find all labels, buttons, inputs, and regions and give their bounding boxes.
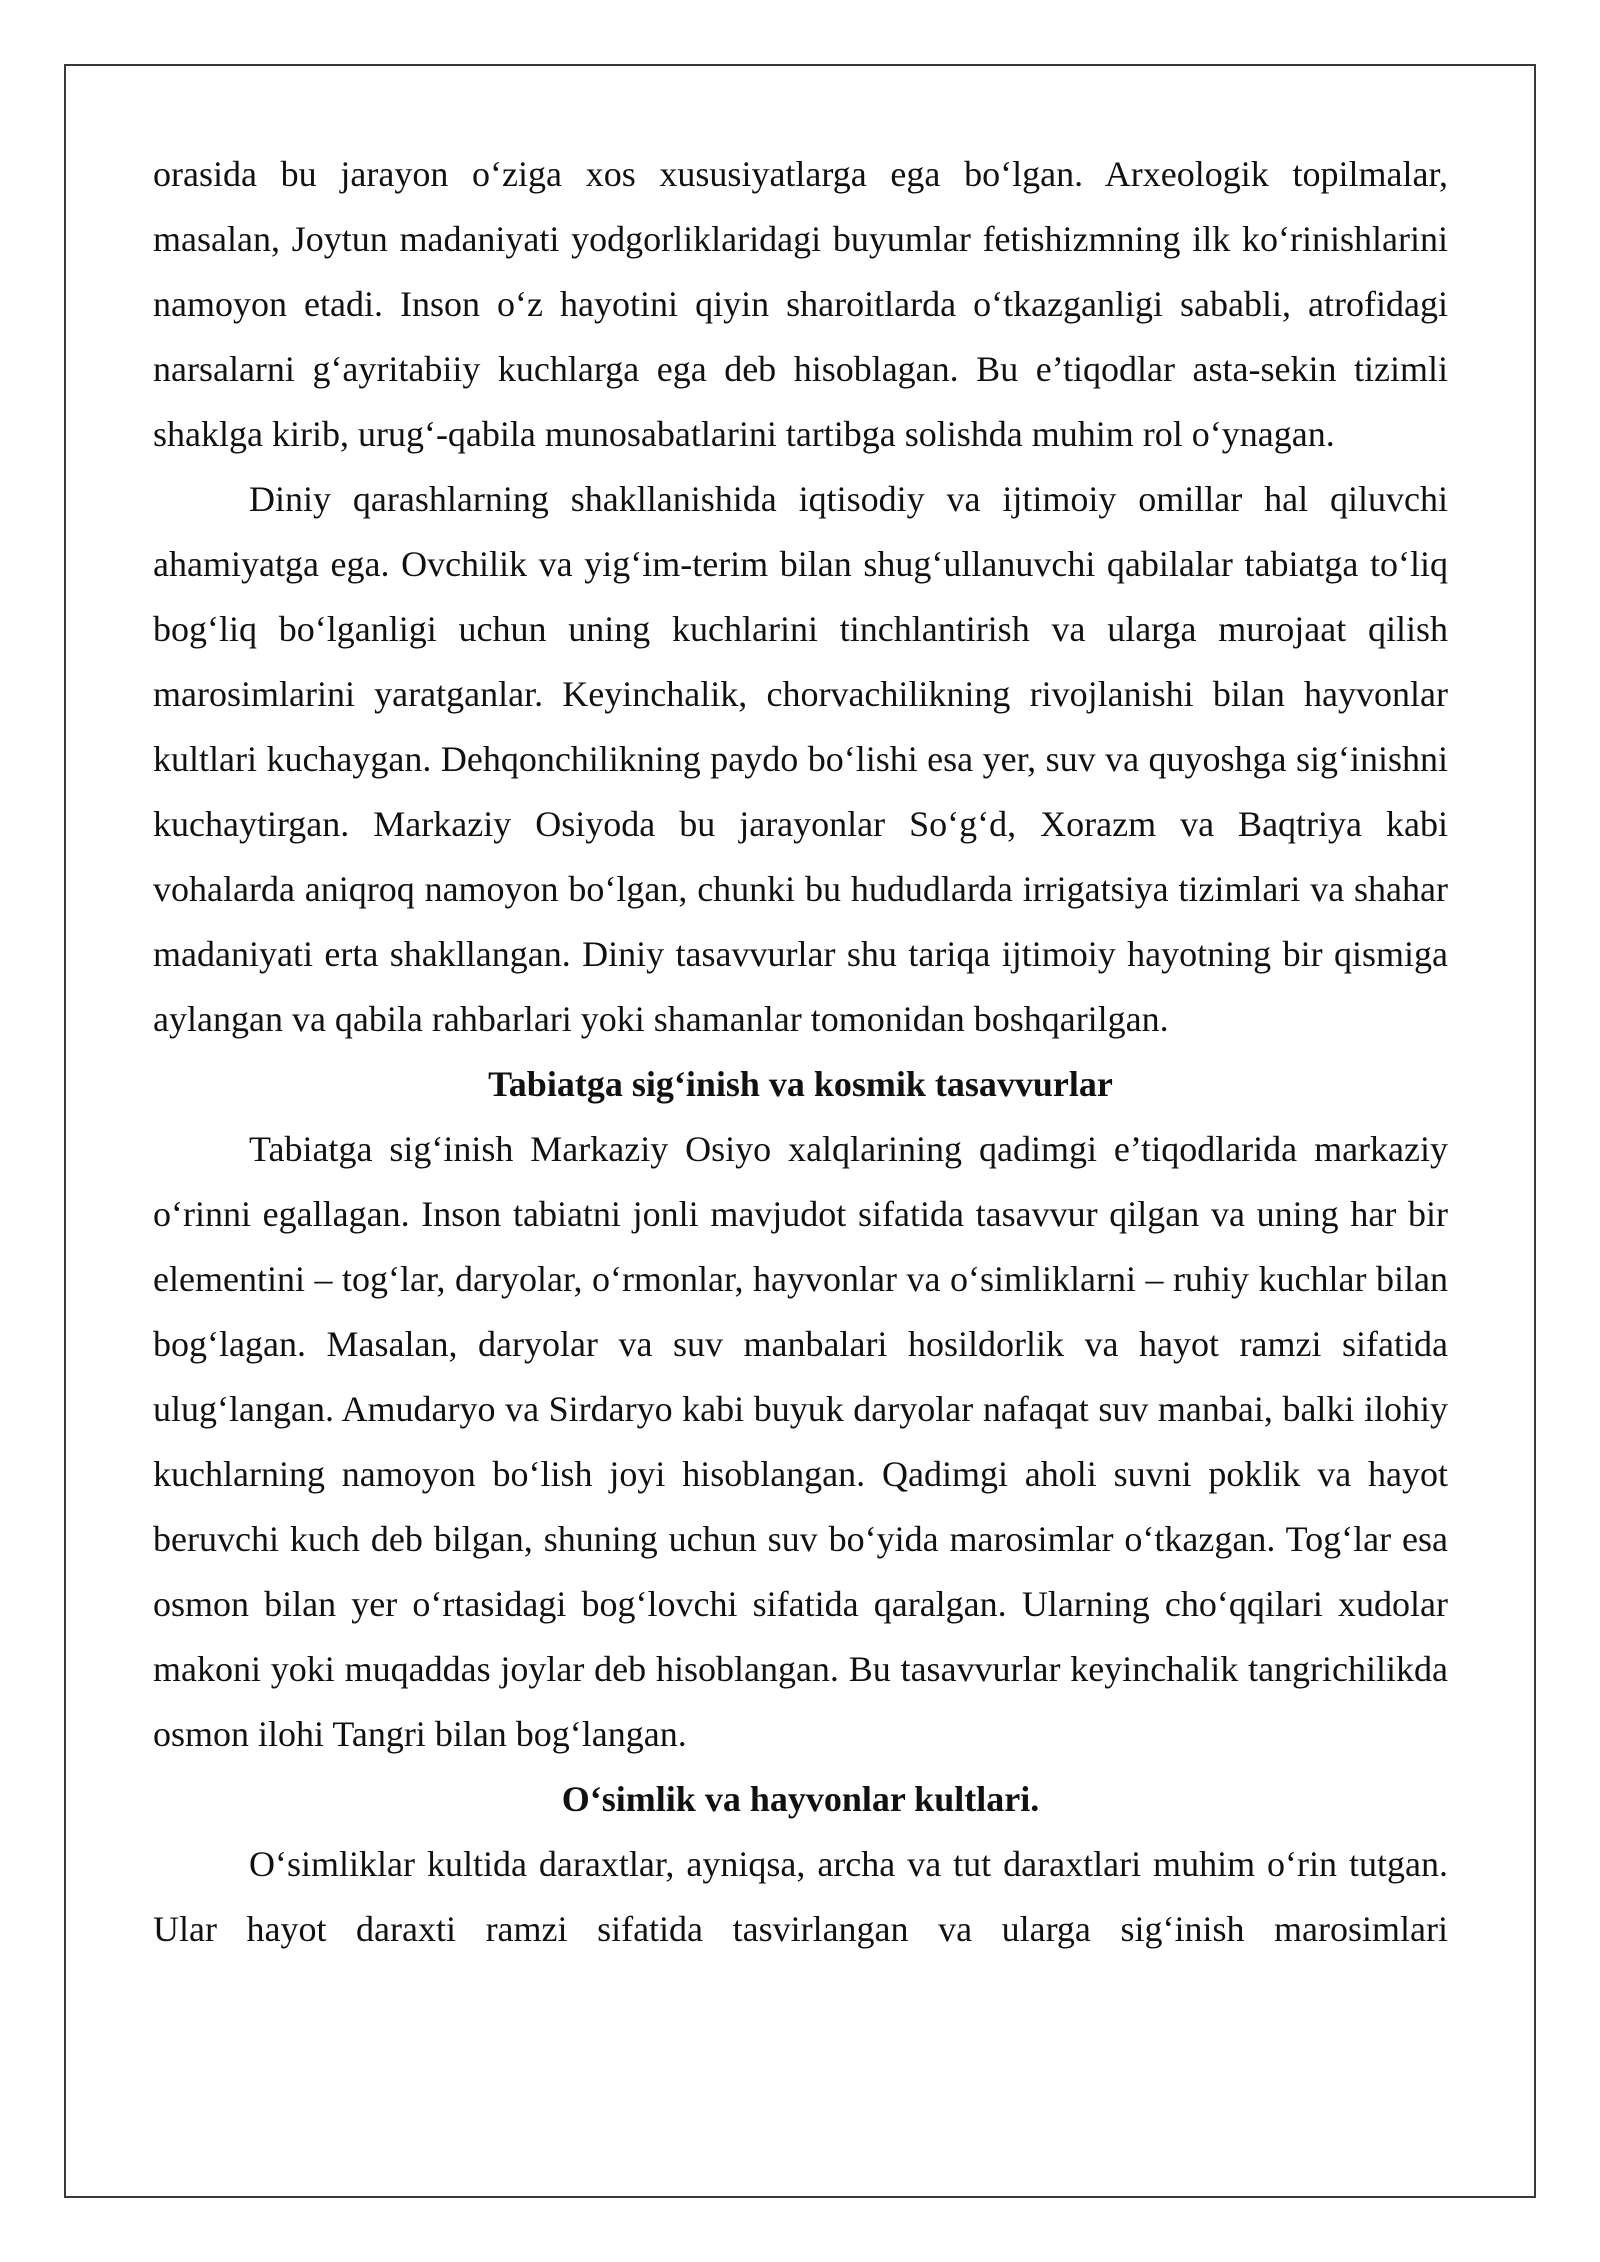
paragraph-religious-views: Diniy qarashlarning shakllanishida iqtisodiy va ijtimoiy omillar hal qiluvchi ahamiyatga ega. Ovchilik va yig‘im-terim bilan shug‘ullanuvchi qabilalar tabiatga to‘liq bog‘liq bo‘lganligi uchun uning kuchlarini tinchlantirish va ularga murojaat qilish marosimlarini yaratganlar. Keyinchalik, chorvachilikning rivojlanishi bilan hayvonlar kultlari kuchaygan. Dehqonchilikning paydo bo‘lishi esa yer, suv va quyoshga sig‘inishni kuchaytirgan. Markaziy Osiyoda bu jarayonlar So‘g‘d, Xorazm va Baqtriya kabi vohalarda aniqroq namoyon bo‘lgan, chunki bu hududlarda irrigatsiya tizimlari va shahar madaniyati erta shakllangan. Diniy tasavvurlar shu tariqa ijtimoiy hayotning bir qismiga aylangan va qabila rahbarlari yoki shamanlar tomonidan boshqarilgan. <box>153 479 1448 1039</box>
paragraph-plant-cults: O‘simliklar kultida daraxtlar, ayniqsa, archa va tut daraxtlari muhim o‘rin tutgan. Ular hayot daraxti ramzi sifatida tasvirlangan va ularga sig‘inish marosimlari <box>153 1844 1448 1949</box>
section-heading-plant-animal-cults: O‘simlik va hayvonlar kultlari. <box>561 1779 1040 1819</box>
section-heading-nature-worship: Tabiatga sig‘inish va kosmik tasavvurlar <box>488 1064 1113 1104</box>
paragraph-continuation: orasida bu jarayon o‘ziga xos xususiyatlarga ega bo‘lgan. Arxeologik topilmalar, masalan, Joytun madaniyati yodgorliklaridagi buyumlar fetishizmning ilk ko‘rinishlarini namoyon etadi. Inson o‘z hayotini qiyin sharoitlarda o‘tkazganligi sababli, atrofidagi narsalarni g‘ayritabiiy kuchlarga ega deb hisoblagan. Bu e’tiqodlar asta-sekin tizimli shaklga kirib, urug‘-qabila munosabatlarini tartibga solishda muhim rol o‘ynagan. <box>153 154 1448 454</box>
document-body <box>153 142 1448 1962</box>
paragraph-nature-worship: Tabiatga sig‘inish Markaziy Osiyo xalqlarining qadimgi e’tiqodlarida markaziy o‘rinni egallagan. Inson tabiatni jonli mavjudot sifatida tasavvur qilgan va uning har bir elementini – tog‘lar, daryolar, o‘rmonlar, hayvonlar va o‘simliklarni – ruhiy kuchlar bilan bog‘lagan. Masalan, daryolar va suv manbalari hosildorlik va hayot ramzi sifatida ulug‘langan. Amudaryo va Sirdaryo kabi buyuk daryolar nafaqat suv manbai, balki ilohiy kuchlarning namoyon bo‘lish joyi hisoblangan. Qadimgi aholi suvni poklik va hayot beruvchi kuch deb bilgan, shuning uchun suv bo‘yida marosimlar o‘tkazgan. Tog‘lar esa osmon bilan yer o‘rtasidagi bog‘lovchi sifatida qaralgan. Ularning cho‘qqilari xudolar makoni yoki muqaddas joylar deb hisoblangan. Bu tasavvurlar keyinchalik tangrichilikda osmon ilohi Tangri bilan bog‘langan. <box>153 1129 1448 1754</box>
